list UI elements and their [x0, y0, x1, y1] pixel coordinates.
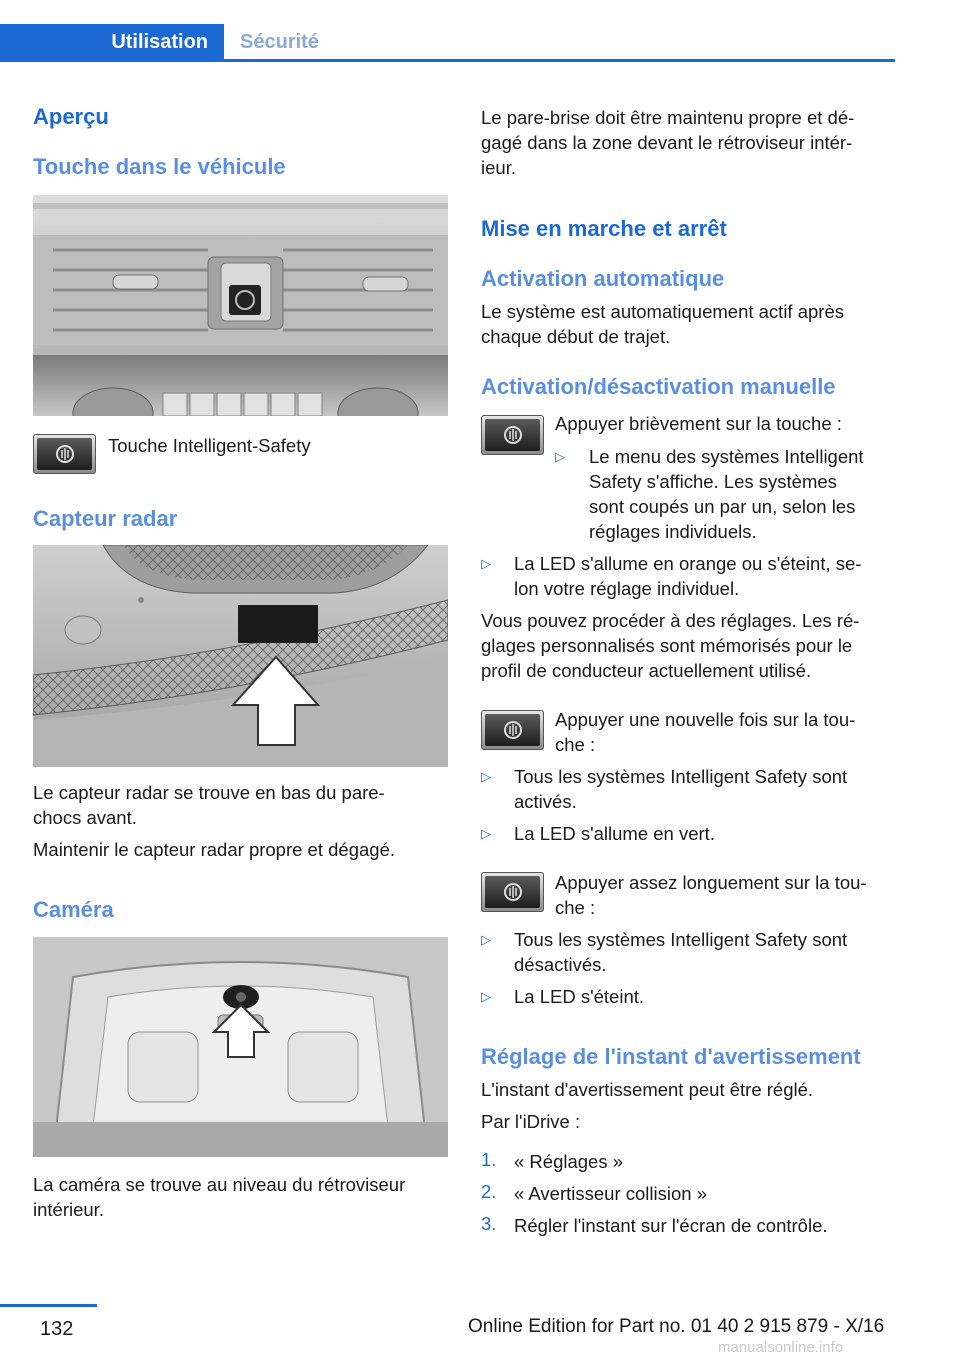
short-bullet-1-line3: sont coupés un par un, selon les	[589, 496, 856, 517]
step-text: Régler l'instant sur l'écran de contrôle.	[514, 1215, 828, 1236]
heading-activation-manuelle: Activation/désactivation manuelle	[481, 374, 836, 399]
press-long-line2: che :	[555, 897, 596, 918]
section-title-apercu: Aperçu	[33, 104, 109, 129]
windshield-text-1: Le pare-brise doit être maintenu propre et dé-	[481, 107, 855, 128]
tab-utilisation[interactable]: Utilisation	[0, 24, 224, 60]
heading-capteur-radar: Capteur radar	[33, 506, 178, 531]
edition-text: Online Edition for Part no. 01 40 2 915 879 - X/16	[468, 1316, 885, 1337]
bullet-icon: ▷	[481, 769, 491, 784]
warning-text: L'instant d'avertissement peut être réglé.	[481, 1079, 814, 1100]
intelligent-safety-button-icon	[481, 710, 544, 750]
settings-text-1: Vous pouvez procéder à des réglages. Les ré-	[481, 610, 860, 631]
intelligent-safety-button-icon	[33, 434, 96, 474]
page-number: 132	[40, 1318, 74, 1340]
again-bullet-1-line2: activés.	[514, 791, 577, 812]
windshield-text-2: gagé dans la zone devant le rétroviseur intér-	[481, 132, 853, 153]
dashboard-button-photo	[33, 195, 448, 416]
idrive-text: Par l'iDrive :	[481, 1111, 581, 1132]
radar-text-1: Le capteur radar se trouve en bas du pare-	[33, 782, 385, 803]
again-bullet-2: La LED s'allume en vert.	[514, 823, 715, 844]
led-bullet-line2: lon votre réglage individuel.	[514, 578, 740, 599]
bullet-icon: ▷	[481, 989, 491, 1004]
camera-photo	[33, 937, 448, 1157]
radar-sensor-photo	[33, 545, 448, 767]
radar-text-2: Maintenir le capteur radar propre et dégagé.	[33, 839, 395, 860]
bullet-icon: ▷	[481, 932, 491, 947]
heading-camera: Caméra	[33, 897, 114, 922]
watermark: manualsonline.info	[718, 1339, 844, 1356]
camera-text-1b: intérieur.	[33, 1199, 104, 1220]
settings-text-3: profil de conducteur actuellement utilisé.	[481, 660, 812, 681]
short-bullet-1-line2: Safety s'affiche. Les systèmes	[589, 471, 837, 492]
heading-mise-en-marche: Mise en marche et arrêt	[481, 216, 727, 241]
windshield-text-3: ieur.	[481, 157, 516, 178]
auto-text-1: Le système est automatiquement actif après	[481, 301, 844, 322]
bullet-icon: ▷	[481, 826, 491, 841]
bullet-icon: ▷	[555, 449, 565, 464]
long-bullet-1-line2: désactivés.	[514, 954, 607, 975]
tab-securite[interactable]: Sécurité	[240, 31, 319, 53]
long-bullet-1-line1: Tous les systèmes Intelligent Safety sont	[514, 929, 848, 950]
long-bullet-2: La LED s'éteint.	[514, 986, 645, 1007]
heading-activation-auto: Activation automatique	[481, 266, 725, 291]
radar-text-1b: chocs avant.	[33, 807, 137, 828]
heading-touche-vehicule: Touche dans le véhicule	[33, 154, 286, 179]
press-long-line1: Appuyer assez longuement sur la tou-	[555, 872, 867, 893]
settings-text-2: glages personnalisés sont mémorisés pour le	[481, 635, 853, 656]
short-bullet-1-line1: Le menu des systèmes Intelligent	[589, 446, 864, 467]
camera-text-1: La caméra se trouve au niveau du rétroviseur	[33, 1174, 406, 1195]
step-number: 2.	[481, 1181, 497, 1202]
heading-reglage-avertissement: Réglage de l'instant d'avertissement	[481, 1044, 861, 1069]
bullet-icon: ▷	[481, 556, 491, 571]
step-text: « Avertisseur collision »	[514, 1183, 707, 1204]
step-number: 1.	[481, 1149, 497, 1170]
intelligent-safety-button-icon	[481, 872, 544, 912]
step-text: « Réglages »	[514, 1151, 624, 1172]
again-bullet-1-line1: Tous les systèmes Intelligent Safety sont	[514, 766, 848, 787]
press-short-text: Appuyer brièvement sur la touche :	[555, 413, 842, 434]
step-number: 3.	[481, 1213, 497, 1234]
press-again-line1: Appuyer une nouvelle fois sur la tou-	[555, 709, 856, 730]
led-bullet-line1: La LED s'allume en orange ou s'éteint, se-	[514, 553, 862, 574]
footer-rule	[0, 1304, 97, 1307]
section-tabs	[0, 24, 895, 62]
auto-text-2: chaque début de trajet.	[481, 326, 671, 347]
intelligent-safety-button-icon	[481, 415, 544, 455]
press-again-line2: che :	[555, 734, 596, 755]
button-caption: Touche Intelligent-Safety	[108, 435, 311, 456]
short-bullet-1-line4: réglages individuels.	[589, 521, 757, 542]
